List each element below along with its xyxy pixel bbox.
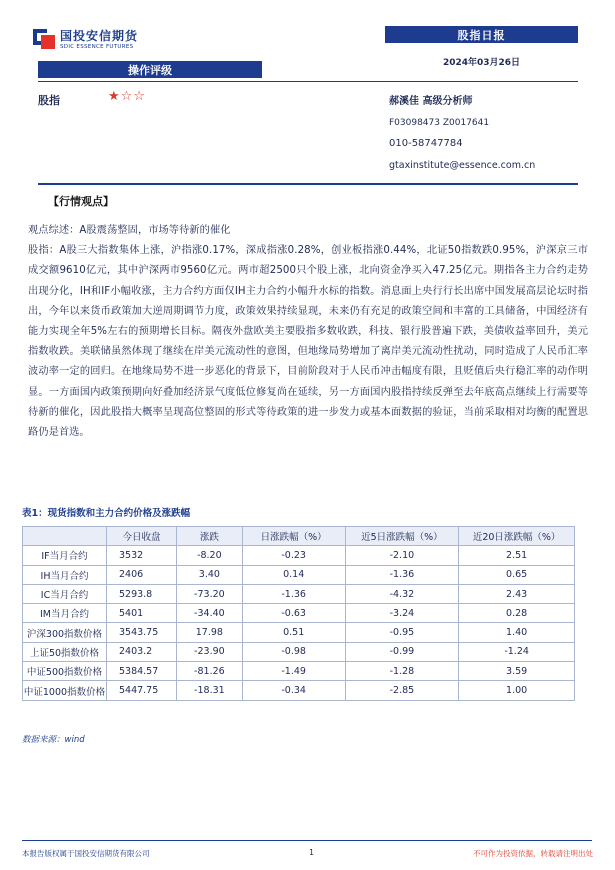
- cell-instrument: 中证1000指数价格: [23, 681, 107, 700]
- logo-name-en: SDIC ESSENCE FUTURES: [60, 44, 134, 50]
- cell-close: 2403.2: [106, 642, 176, 661]
- cell-day-pct: -1.49: [242, 662, 345, 681]
- cell-5day-pct: -0.99: [345, 642, 459, 661]
- disclaimer: 不可作为投资依据，转载请注明出处: [473, 849, 593, 858]
- header-cell-close: 今日收盘: [106, 527, 176, 546]
- cell-instrument: IF当月合约: [23, 546, 107, 565]
- commentary-body: 股指：A股三大指数集体上涨，沪指涨0.17%，深成指涨0.28%，创业板指涨0.44%，北证50指数跌0.95%，沪深京三市成交额9610亿元，其中沪深两市9560亿元。两市超2500只个股上涨，北向资金净买入47.25亿元。期指各主力合约走势出现分化，IH和IF小幅收涨，主力合约方面仅IH主力合约小幅升水标的指数。消息面上央行行长出席中国发展高层论坛时指出，今年以来货币政策加大逆周期调节力度，政策效果持续显现，未来仍有充足的政策空间和丰富的工具储备，中国经济有能力实现全年5%左右的预期增长目标。隔夜外盘欧美主要股指多数收跌，科技、银行股普遍下跌，美债收益率回升，美元指数收跌。美联储虽然体现了继续在岸美元流动性的意图，但地缘局势增加了离岸美元流动性扰动，同时造成了人民币汇率波动率一定的回归。在地缘局势不进一步恶化的背景下，目前阶段对于人民币冲击幅度有限，且贬值后央行稳汇率的动作明显。一方面国内政策预期向好叠加经济景气度低位修复尚在延续，另一方面国内股指持续反弹至去年底高点继续上行需要等待新的催化，因此股指大概率呈现高位整固的形式等待政策的进一步发力或基本面数据的验证，当前采取相对均衡的配置思路仍是首选。: [28, 245, 588, 439]
- cell-20day-pct: 1.40: [459, 623, 575, 642]
- cell-20day-pct: 3.59: [459, 662, 575, 681]
- cell-instrument: IH当月合约: [23, 565, 107, 584]
- copyright-notice: 本报告版权属于国投安信期货有限公司: [22, 849, 150, 858]
- header-cell-day-pct: 日涨跌幅（%）: [242, 527, 345, 546]
- cell-5day-pct: -2.85: [345, 681, 459, 700]
- cell-5day-pct: -1.36: [345, 565, 459, 584]
- table-row: [23, 546, 575, 565]
- cell-instrument: IC当月合约: [23, 584, 107, 603]
- market-commentary: [28, 221, 588, 443]
- cell-5day-pct: -0.95: [345, 623, 459, 642]
- header-cell-change: 涨跌: [176, 527, 242, 546]
- cell-5day-pct: -1.28: [345, 662, 459, 681]
- cell-day-pct: -0.23: [242, 546, 345, 565]
- cell-20day-pct: 2.51: [459, 546, 575, 565]
- table-row: [23, 623, 575, 642]
- analyst-name: 郝溪佳 高级分析师: [389, 96, 473, 107]
- price-table-container: [22, 526, 575, 701]
- company-logo: [33, 27, 138, 50]
- cell-day-pct: -1.36: [242, 584, 345, 603]
- cell-day-pct: 0.14: [242, 565, 345, 584]
- cell-5day-pct: -3.24: [345, 604, 459, 623]
- header-cell-20day-pct: 近20日涨跌幅（%）: [459, 527, 575, 546]
- price-table: [22, 526, 575, 701]
- cell-20day-pct: 0.65: [459, 565, 575, 584]
- cell-20day-pct: -1.24: [459, 642, 575, 661]
- cell-20day-pct: 0.28: [459, 604, 575, 623]
- analyst-registration: F03098473 Z0017641: [389, 118, 490, 128]
- cell-5day-pct: -4.32: [345, 584, 459, 603]
- cell-close: 5447.75: [106, 681, 176, 700]
- table-row: [23, 584, 575, 603]
- cell-change: -23.90: [176, 642, 242, 661]
- analyst-email: gtaxinstitute@essence.com.cn: [389, 160, 536, 171]
- data-source-note: 数据来源：wind: [22, 735, 85, 745]
- logo-name-cn: 国投安信期货: [60, 29, 139, 43]
- header-cell-5day-pct: 近5日涨跌幅（%）: [345, 527, 459, 546]
- cell-change: -18.31: [176, 681, 242, 700]
- analyst-phone: 010-58747784: [389, 138, 463, 149]
- logo-mark-icon: [33, 29, 55, 49]
- report-type-banner: 股指日报: [385, 26, 578, 43]
- table-row: [23, 565, 575, 584]
- logo-text: [60, 27, 138, 50]
- cell-change: 3.40: [176, 565, 242, 584]
- cell-change: 17.98: [176, 623, 242, 642]
- cell-change: -73.20: [176, 584, 242, 603]
- summary-line: 观点综述：A股震荡整固，市场等待新的催化: [28, 225, 231, 236]
- operation-rating-banner: 操作评级: [38, 61, 262, 78]
- cell-change: -81.26: [176, 662, 242, 681]
- report-date: 2024年03月26日: [442, 58, 521, 68]
- table-row: [23, 681, 575, 700]
- cell-20day-pct: 2.43: [459, 584, 575, 603]
- cell-change: -8.20: [176, 546, 242, 565]
- cell-instrument: 上证50指数价格: [23, 642, 107, 661]
- table-row: [23, 662, 575, 681]
- cell-close: 3532: [106, 546, 176, 565]
- table-row: [23, 642, 575, 661]
- cell-day-pct: -0.98: [242, 642, 345, 661]
- header-cell-instrument: [23, 527, 107, 546]
- cell-20day-pct: 1.00: [459, 681, 575, 700]
- section-title: 【行情观点】: [48, 195, 114, 208]
- page-number: 1: [309, 848, 315, 857]
- cell-day-pct: -0.63: [242, 604, 345, 623]
- cell-close: 5293.8: [106, 584, 176, 603]
- table-row: [23, 604, 575, 623]
- cell-instrument: 沪深300指数价格: [23, 623, 107, 642]
- header-divider: [38, 81, 578, 82]
- cell-close: 5401: [106, 604, 176, 623]
- rating-stars-icon: ★☆☆: [108, 89, 146, 104]
- cell-close: 5384.57: [106, 662, 176, 681]
- section-divider: [38, 183, 578, 185]
- cell-day-pct: 0.51: [242, 623, 345, 642]
- cell-close: 3543.75: [106, 623, 176, 642]
- cell-change: -34.40: [176, 604, 242, 623]
- cell-day-pct: -0.34: [242, 681, 345, 700]
- table-caption: 表1：现货指数和主力合约价格及涨跌幅: [22, 508, 191, 519]
- cell-instrument: 中证500指数价格: [23, 662, 107, 681]
- footer-divider: [22, 840, 592, 841]
- rating-label: 股指: [38, 94, 60, 107]
- cell-close: 2406: [106, 565, 176, 584]
- table-header-row: [23, 527, 575, 546]
- cell-5day-pct: -2.10: [345, 546, 459, 565]
- cell-instrument: IM当月合约: [23, 604, 107, 623]
